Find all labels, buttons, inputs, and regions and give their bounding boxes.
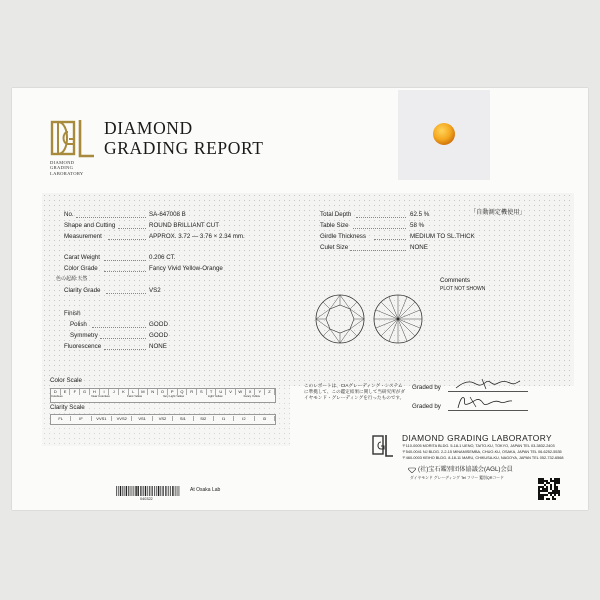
field-clarity-label: Clarity Grade xyxy=(64,287,101,294)
color-word-fancy: Fancy Yellow xyxy=(243,394,260,398)
signature-1-icon xyxy=(452,377,522,391)
clarity-grade-if: IF xyxy=(71,416,91,421)
field-depth-value: 62.5 % xyxy=(410,211,430,218)
diamond-photo xyxy=(398,90,490,180)
dgl-logo-icon xyxy=(50,118,96,158)
clarity-grade-vs1: VS1 xyxy=(132,416,152,421)
clarity-grade-vs2: VS2 xyxy=(153,416,173,421)
color-word-light: Light Yellow xyxy=(207,394,223,398)
clarity-grade-i2: I2 xyxy=(234,416,254,421)
qr-code-icon xyxy=(538,478,560,500)
color-scale-title: Color Scale xyxy=(50,377,82,384)
finish-polish-label: Polish xyxy=(70,321,87,328)
field-culet-label: Culet Size xyxy=(320,244,349,251)
field-measurement-value: APPROX. 3.72 ― 3.76 × 2.34 mm. xyxy=(149,233,245,240)
field-measurement-label: Measurement xyxy=(64,233,102,240)
color-grade-s: S xyxy=(197,389,207,395)
color-word-faint: Faint Yellow xyxy=(127,394,143,398)
clarity-grade-fl: FL xyxy=(51,416,71,421)
color-origin-note: 色の起源:天然 xyxy=(56,276,88,282)
disclaimer-text: このレポートは、CIAグレーディング・システムに準拠して、この鑑定結果に関して当研究所がダイヤモンド・グレーディングを行ったものです。 xyxy=(304,383,405,400)
graded-by-label-2: Graded by xyxy=(412,403,441,410)
comments-value: PLOT NOT SHOWN xyxy=(440,286,486,292)
lab-name: DIAMOND GRADING LABORATORY xyxy=(402,433,553,443)
color-grade-u: U xyxy=(216,389,226,395)
comments-label: Comments xyxy=(440,277,470,284)
clarity-grade-vvs1: VVS1 xyxy=(92,416,112,421)
field-carat-value: 0.206 CT. xyxy=(149,254,176,261)
diamond-crown-diagram-icon xyxy=(314,293,366,345)
field-color-label: Color Grade xyxy=(64,265,98,272)
graded-by-label-1: Graded by xyxy=(412,384,441,391)
lab-address-1: 〒110-0005 MORITA BLDG. 5-18-1 UENO, TAITO-KU, TOKYO, JAPAN TEL 03-3832-2403 xyxy=(402,444,555,448)
color-grade-z: Z xyxy=(265,389,275,395)
field-table-value: 58 % xyxy=(410,222,425,229)
field-shape-value: ROUND BRILLIANT CUT xyxy=(149,222,220,229)
color-grade-n: N xyxy=(148,389,158,395)
color-grade-y: Y xyxy=(255,389,265,395)
lab-location: At Osaka Lab xyxy=(190,487,221,493)
clarity-grade-si1: SI1 xyxy=(173,416,193,421)
color-grade-h: H xyxy=(90,389,100,395)
color-grade-i: I xyxy=(100,389,110,395)
color-grade-e: E xyxy=(61,389,71,395)
field-no-label: No. xyxy=(64,211,74,218)
barcode-icon xyxy=(116,486,180,496)
guilloche-background xyxy=(42,193,574,386)
color-grade-r: R xyxy=(187,389,197,395)
clarity-grade-i3: I3 xyxy=(255,416,275,421)
auto-measure-note: 「自動測定機使用」 xyxy=(470,209,526,216)
color-word-very-light: Very Light Yellow xyxy=(162,394,185,398)
finish-fluorescence-label: Fluorescence xyxy=(64,343,102,350)
color-grade-w: W xyxy=(236,389,246,395)
barcode-number: 040322 xyxy=(140,497,153,501)
lab-address-3: 〒460-0003 KEIHO BLDG. 8-18-11 MARU, CHIKUSA-KU, NAGOYA, JAPAN TEL 052-732-6568 xyxy=(402,456,564,460)
report-title-line1: DIAMOND xyxy=(104,118,193,138)
color-grade-l: L xyxy=(129,389,139,395)
color-scale xyxy=(50,388,276,403)
color-grade-o: O xyxy=(158,389,168,395)
agl-member-note: (社)宝石鑑別団体協議会(AGL)会員 xyxy=(418,466,513,473)
signature-2-icon xyxy=(452,394,522,410)
color-grade-v: V xyxy=(226,389,236,395)
clarity-grade-i1: I1 xyxy=(214,416,234,421)
diamond-mark-icon xyxy=(408,467,416,473)
field-depth-label: Total Depth xyxy=(320,211,352,218)
diamond-image-icon xyxy=(433,123,455,145)
field-table-label: Table Size xyxy=(320,222,349,229)
color-word-near-colorless: Near Colorless xyxy=(91,394,110,398)
report-title-line2: GRADING REPORT xyxy=(104,138,264,158)
field-girdle-label: Girdle Thickness xyxy=(320,233,366,240)
clarity-grade-si2: SI2 xyxy=(194,416,214,421)
color-grade-m: M xyxy=(139,389,149,395)
qr-note: ダイヤモンド グレーディング Tel フリー 鑑別QRコード xyxy=(410,476,504,480)
finish-title: Finish xyxy=(64,310,81,317)
clarity-grade-vvs2: VVS2 xyxy=(112,416,132,421)
color-word-colorless: Colorless xyxy=(51,394,63,398)
logo-subtitle: DIAMOND GRADING LABORATORY xyxy=(50,160,84,176)
lab-logo-icon xyxy=(372,434,394,458)
field-shape-label: Shape and Cutting xyxy=(64,222,116,229)
color-grade-x: X xyxy=(246,389,256,395)
color-grade-f: F xyxy=(70,389,80,395)
field-carat-label: Carat Weight xyxy=(64,254,100,261)
color-grade-g: G xyxy=(80,389,90,395)
lab-address-2: 〒540-0041 NJ BLDG. 2-2-15 MINAMISEMBA, CHUO-KU, OSAKA, JAPAN TEL 06-6252-5535 xyxy=(402,450,562,454)
field-culet-value: NONE xyxy=(410,244,428,251)
color-grade-d: D xyxy=(51,389,61,395)
color-grade-p: P xyxy=(168,389,178,395)
field-color-value: Fancy Vivid Yellow-Orange xyxy=(149,265,223,272)
finish-symmetry-value: GOOD xyxy=(149,332,168,339)
diamond-pavilion-diagram-icon xyxy=(372,293,424,345)
clarity-scale-title: Clarity Scale xyxy=(50,404,85,411)
field-girdle-value: MEDIUM TO SL.THICK xyxy=(410,233,475,240)
grading-report-card xyxy=(12,88,588,510)
color-grade-j: J xyxy=(109,389,119,395)
color-grade-t: T xyxy=(207,389,217,395)
color-grade-k: K xyxy=(119,389,129,395)
color-grade-q: Q xyxy=(178,389,188,395)
clarity-scale xyxy=(50,414,276,425)
field-clarity-value: VS2 xyxy=(149,287,161,294)
field-no-value: SA-647008 B xyxy=(149,211,186,218)
finish-fluorescence-value: NONE xyxy=(149,343,167,350)
finish-polish-value: GOOD xyxy=(149,321,168,328)
finish-symmetry-label: Symmetry xyxy=(70,332,98,339)
